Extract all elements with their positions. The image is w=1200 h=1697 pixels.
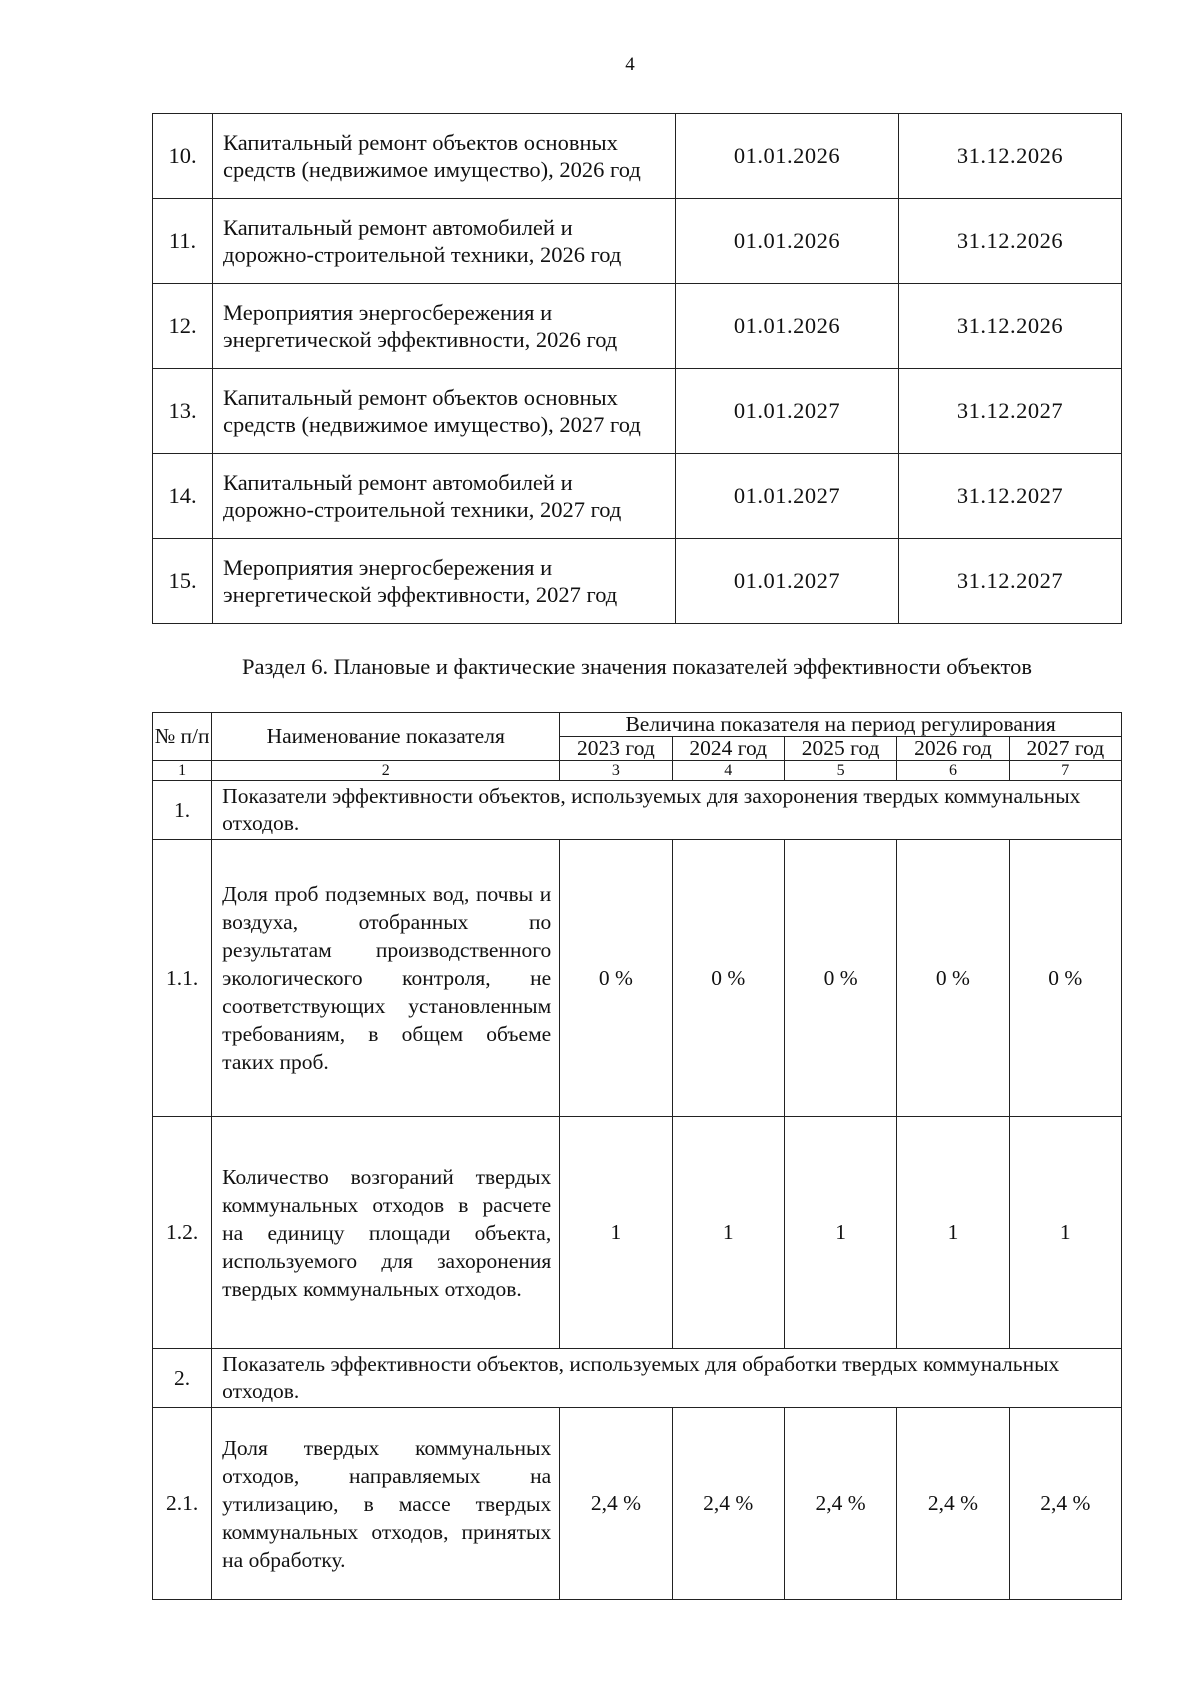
indicator-value: 1 (560, 1117, 672, 1349)
header-row (153, 713, 1122, 737)
column-index: 5 (784, 761, 896, 781)
start-date: 01.01.2026 (676, 284, 899, 369)
header-year: 2027 год (1009, 737, 1121, 761)
indicator-value: 2,4 % (784, 1408, 896, 1600)
end-date: 31.12.2026 (899, 199, 1122, 284)
indicator-value: 1 (784, 1117, 896, 1349)
indicator-name: Доля твердых коммунальных отходов, направляемых на утилизацию, в массе твердых коммунальных отходов, принятых на обработку. (212, 1408, 560, 1600)
indicator-value: 2,4 % (1009, 1408, 1121, 1600)
start-date: 01.01.2026 (676, 114, 899, 199)
indicator-value: 2,4 % (897, 1408, 1009, 1600)
event-name: Капитальный ремонт объектов основных средств (недвижимое имущество), 2027 год (213, 369, 676, 454)
group-row (153, 781, 1122, 840)
column-index: 4 (672, 761, 784, 781)
indicator-value: 2,4 % (560, 1408, 672, 1600)
end-date: 31.12.2026 (899, 284, 1122, 369)
indicator-name: Доля проб подземных вод, почвы и воздуха, отобранных по результатам производственного экологического контроля, не соответствующих установленным требованиям, в общем объеме таких проб. (212, 840, 560, 1117)
row-number: 15. (153, 539, 213, 624)
end-date: 31.12.2027 (899, 539, 1122, 624)
indicator-number: 1.2. (153, 1117, 212, 1349)
page-number: 4 (625, 54, 635, 75)
table-row (153, 369, 1122, 454)
indicator-value: 0 % (672, 840, 784, 1117)
group-row (153, 1349, 1122, 1408)
indicator-name: Количество возгораний твердых коммунальных отходов в расчете на единицу площади объекта, используемого для захоронения твердых коммунальных отходов. (212, 1117, 560, 1349)
table-row (153, 114, 1122, 199)
row-number: 10. (153, 114, 213, 199)
column-index: 3 (560, 761, 672, 781)
header-year: 2024 год (672, 737, 784, 761)
row-number: 13. (153, 369, 213, 454)
indicator-value: 0 % (560, 840, 672, 1117)
schedule-table (152, 113, 1122, 624)
start-date: 01.01.2027 (676, 454, 899, 539)
indicator-row (153, 1408, 1122, 1600)
indicator-value: 2,4 % (672, 1408, 784, 1600)
column-index: 6 (897, 761, 1009, 781)
table-row (153, 199, 1122, 284)
event-name: Капитальный ремонт автомобилей и дорожно-строительной техники, 2027 год (213, 454, 676, 539)
group-name: Показатель эффективности объектов, используемых для обработки твердых коммунальных отходов. (212, 1349, 1122, 1408)
indicator-number: 2.1. (153, 1408, 212, 1600)
indicator-value: 0 % (784, 840, 896, 1117)
header-period: Величина показателя на период регулирования (560, 713, 1122, 737)
column-index: 1 (153, 761, 212, 781)
group-number: 1. (153, 781, 212, 840)
column-index: 2 (212, 761, 560, 781)
table-row (153, 454, 1122, 539)
start-date: 01.01.2026 (676, 199, 899, 284)
column-index: 7 (1009, 761, 1121, 781)
event-name: Капитальный ремонт объектов основных средств (недвижимое имущество), 2026 год (213, 114, 676, 199)
indicator-value: 1 (897, 1117, 1009, 1349)
event-name: Капитальный ремонт автомобилей и дорожно-строительной техники, 2026 год (213, 199, 676, 284)
indicator-value: 1 (672, 1117, 784, 1349)
table-row (153, 539, 1122, 624)
header-year: 2025 год (784, 737, 896, 761)
header-year: 2026 год (897, 737, 1009, 761)
indicator-number: 1.1. (153, 840, 212, 1117)
group-name: Показатели эффективности объектов, используемых для захоронения твердых коммунальных отходов. (212, 781, 1122, 840)
indicator-row (153, 1117, 1122, 1349)
section-title: Раздел 6. Плановые и фактические значения показателей эффективности объектов (241, 654, 1033, 679)
row-number: 14. (153, 454, 213, 539)
table-row (153, 284, 1122, 369)
indicator-value: 1 (1009, 1117, 1121, 1349)
row-number: 11. (153, 199, 213, 284)
indicators-table (152, 712, 1122, 1600)
header-indicator-name: Наименование показателя (212, 713, 560, 761)
end-date: 31.12.2027 (899, 454, 1122, 539)
indicator-value: 0 % (897, 840, 1009, 1117)
end-date: 31.12.2027 (899, 369, 1122, 454)
group-number: 2. (153, 1349, 212, 1408)
indicator-row (153, 840, 1122, 1117)
header-year: 2023 год (560, 737, 672, 761)
column-index-row (153, 761, 1122, 781)
indicator-value: 0 % (1009, 840, 1121, 1117)
start-date: 01.01.2027 (676, 369, 899, 454)
event-name: Мероприятия энергосбережения и энергетической эффективности, 2026 год (213, 284, 676, 369)
start-date: 01.01.2027 (676, 539, 899, 624)
end-date: 31.12.2026 (899, 114, 1122, 199)
event-name: Мероприятия энергосбережения и энергетической эффективности, 2027 год (213, 539, 676, 624)
header-number: № п/п (153, 713, 212, 761)
row-number: 12. (153, 284, 213, 369)
